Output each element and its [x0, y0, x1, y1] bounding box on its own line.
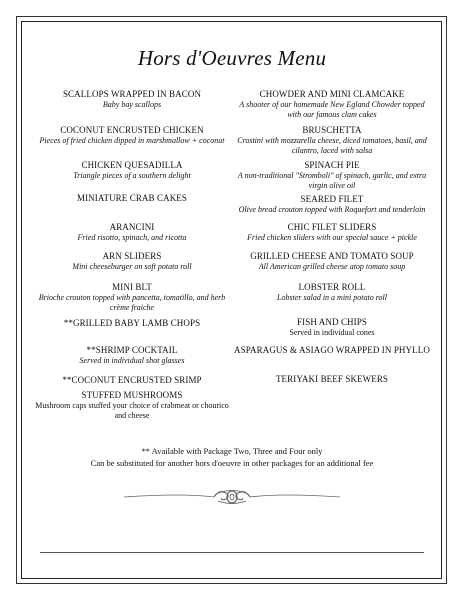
menu-item-name: FISH AND CHIPS [297, 317, 367, 327]
page-title: Hors d'Oeuvres Menu [137, 46, 327, 70]
menu-item-name: TERIYAKI BEEF SKEWERS [275, 374, 389, 384]
menu-item-name: **COCONUT ENCRUSTED SRIMP [62, 375, 202, 385]
bottom-divider [40, 552, 424, 553]
menu-item-name: CHOWDER AND MINI CLAMCAKE [259, 89, 405, 99]
scroll-ornament-icon [122, 487, 342, 507]
menu-item-name: **GRILLED BABY LAMB CHOPS [63, 318, 201, 328]
menu-item-description: Crostini with mozzarella cheese, diced tomatoes, basil, and cilantro, laced with salsa [237, 136, 427, 155]
menu-item [232, 345, 432, 356]
menu-item-name: **SHRIMP COCKTAIL [86, 345, 178, 355]
menu-item [232, 222, 432, 243]
menu-item-name: ASPARAGUS & ASIAGO WRAPPED IN PHYLLO [234, 345, 430, 355]
menu-item [32, 222, 232, 243]
menu-item [232, 194, 432, 215]
menu-item-description: Mini cheeseburger on soft potato roll [72, 262, 192, 271]
menu-item-name: ARANCINI [109, 222, 155, 232]
menu-item-description: Pieces of fried chicken dipped in marshmallow + coconut [39, 136, 225, 145]
menu-item [232, 125, 432, 156]
menu-item-name: STUFFED MUSHROOMS [81, 390, 183, 400]
menu-item [32, 160, 232, 181]
menu-item [232, 89, 432, 120]
menu-item [232, 251, 432, 272]
menu-item [32, 390, 232, 421]
menu-item-name: ARN SLIDERS [102, 251, 162, 261]
menu-item-description: Brioche crouton topped with pancetta, tomatillo, and herb crème fraiche [38, 293, 226, 312]
menu-item [32, 282, 232, 313]
menu-item [232, 282, 432, 303]
menu-item-description: All American grilled cheese atop tomato soup [258, 262, 406, 271]
menu-item-name: SCALLOPS WRAPPED IN BACON [62, 89, 202, 99]
menu-item-description: A non-traditional "Stromboli" of spinach, garlic, and extra virgin olive oil [237, 171, 427, 190]
menu-item-description: Fried chicken sliders with our special sauce + pickle [247, 233, 417, 242]
menu-item-description: Fried risotto, spinach, and ricotta [77, 233, 187, 242]
menu-item [32, 251, 232, 272]
menu-item [32, 318, 232, 329]
footer-availability-note: ** Available with Package Two, Three and Four only [141, 446, 323, 456]
menu-item [32, 375, 232, 386]
menu-item [32, 345, 232, 366]
menu-item-name: MINIATURE CRAB CAKES [76, 193, 187, 203]
menu-item-description: Served in individual cones [289, 328, 375, 337]
menu-item [232, 374, 432, 385]
menu-item [232, 160, 432, 191]
menu-item [32, 125, 232, 146]
menu-item-description: Triangle pieces of a southern delight [73, 171, 191, 180]
menu-item [32, 193, 232, 204]
menu-item-name: LOBSTER ROLL [298, 282, 366, 292]
menu-item-description: Lobster salad in a mini potato roll [277, 293, 387, 302]
menu-item-name: COCONUT ENCRUSTED CHICKEN [60, 125, 204, 135]
menu-item-description: A shooter of our homemade New Egland Chowder topped with our famous clam cakes [239, 100, 425, 119]
menu-item [32, 89, 232, 110]
menu-item-name: SEARED FILET [300, 194, 364, 204]
menu-item-name: BRUSCHETTA [302, 125, 362, 135]
menu-item-name: GRILLED CHEESE AND TOMATO SOUP [250, 251, 414, 261]
menu-item-name: CHIC FILET SLIDERS [287, 222, 377, 232]
menu-item-name: CHICKEN QUESADILLA [81, 160, 183, 170]
menu-item-description: Baby bay scallops [102, 100, 162, 109]
menu-item-description: Mushroom caps stuffed your choice of crabmeat or chourico and cheese [35, 401, 229, 420]
menu-item-name: SPINACH PIE [304, 160, 360, 170]
footer-substitution-note: Can be substituted for another hors d'oeuvre in other packages for an additional fee [90, 458, 374, 468]
menu-item [232, 317, 432, 338]
menu-item-description: Olive bread crouton topped with Roquefort and tenderloin [238, 205, 426, 214]
menu-item-description: Served in individual shot glasses [79, 356, 185, 365]
menu-item-name: MINI BLT [112, 282, 152, 292]
